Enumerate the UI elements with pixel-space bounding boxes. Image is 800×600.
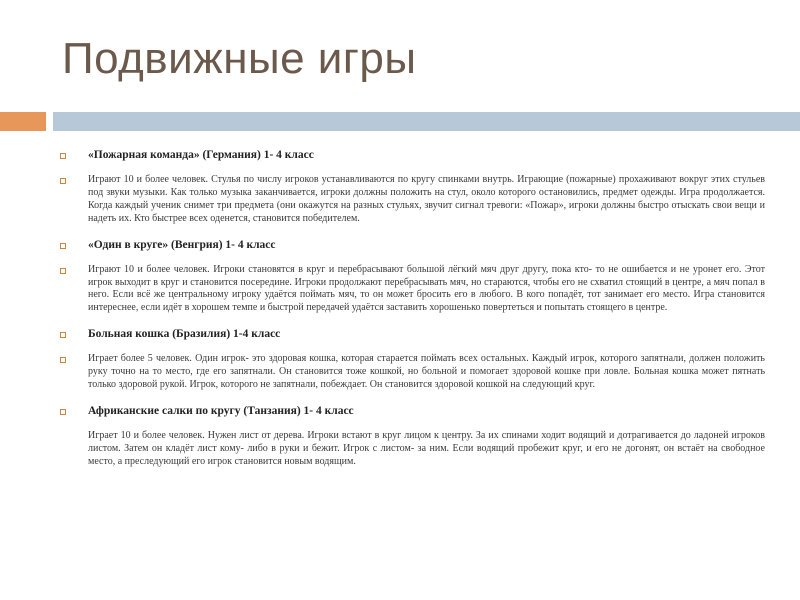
game-description-text: Играют 10 и более человек. Стулья по числу игроков устанавливаются по кругу спинками внутрь. Играющие (пожарные) прохаживают вокруг этих стульев под звуки музыки. Как только музыка заканчивается, игроки должны положить на стул, около которого остановились, предмет одежды. Игра продолжается. Когда каждый ученик снимет три предмета (они окажутся на разных стульях, звучит сигнал тревоги: «Пожар», игроки должны быстро отыскать свои вещи и надеть их. Кто быстрее всех оденется, становится победителем. xyxy=(88,174,765,224)
game-heading-text: «Один в круге» (Венгрия) 1- 4 класс xyxy=(88,238,276,251)
square-bullet-icon xyxy=(60,268,66,274)
square-bullet-icon xyxy=(60,153,66,159)
game-heading xyxy=(60,148,765,163)
square-bullet-icon xyxy=(60,409,66,415)
square-bullet-icon xyxy=(60,332,66,338)
game-heading-text: «Пожарная команда» (Германия) 1- 4 класс xyxy=(88,149,314,161)
game-description-text: Играет 10 и более человек. Нужен лист от дерева. Игроки встают в круг лицом к центру. За их спинами ходит водящий и дотрагивается до ладоней игроков листом. Затем он кладёт лист кому- либо в руки и бежит. Игрок с листом- за ним. Если водящий пробежит круг, и его не догонят, он встаёт на свободное место, а преследующий его игрок становится новым водящим. xyxy=(88,429,765,467)
game-description-text: Играет более 5 человек. Один игрок- это здоровая кошка, которая старается поймать всех остальных. Каждый игрок, которого запятнали, должен положить руку точно на то место, где его запятнали. Он становится тоже кошкой, но больной и помогает здоровой кошке при ловле. Больная кошка может пятнать только здоровой рукой. Игрок, которого не запятнали, побеждает. Он становится здоровой кошкой на следующий круг. xyxy=(88,353,765,391)
game-heading-text: Африканские салки по кругу (Танзания) 1- 4 класс xyxy=(88,404,354,417)
game-description xyxy=(60,353,765,392)
game-heading-text: Больная кошка (Бразилия) 1-4 класс xyxy=(88,328,281,341)
slide-content xyxy=(60,148,765,481)
game-description-text: Играют 10 и более человек. Игроки становятся в круг и перебрасывают большой лёгкий мяч друг другу, пока кто- то не ошибается и не уронет его. Этот игрок выходит в круг и становится посередине. Игроки продолжают перебрасывать мяч, но стараются, чтобы его не схватил стоящий в центре, а мяч попал в него. Если всё же центральному игроку удаётся поймать мяч, то он может бросить его в любого. В кого попадёт, тот занимает его место. Игра становится интереснее, если идёт в хорошем темпе и быстрой передачей удаётся заставить хорошенько повертеться и попытать стоящего в центре. xyxy=(88,263,765,314)
square-bullet-icon xyxy=(60,357,66,363)
title-accent-bar xyxy=(0,112,46,131)
game-heading xyxy=(60,327,765,342)
game-heading xyxy=(60,404,765,419)
game-description xyxy=(60,264,765,316)
title-rule-bar xyxy=(53,112,800,131)
game-description xyxy=(60,430,765,469)
game-description xyxy=(60,174,765,226)
slide-title: Подвижные игры xyxy=(62,34,417,83)
square-bullet-icon xyxy=(60,243,66,249)
square-bullet-icon xyxy=(60,178,66,184)
game-heading xyxy=(60,238,765,253)
